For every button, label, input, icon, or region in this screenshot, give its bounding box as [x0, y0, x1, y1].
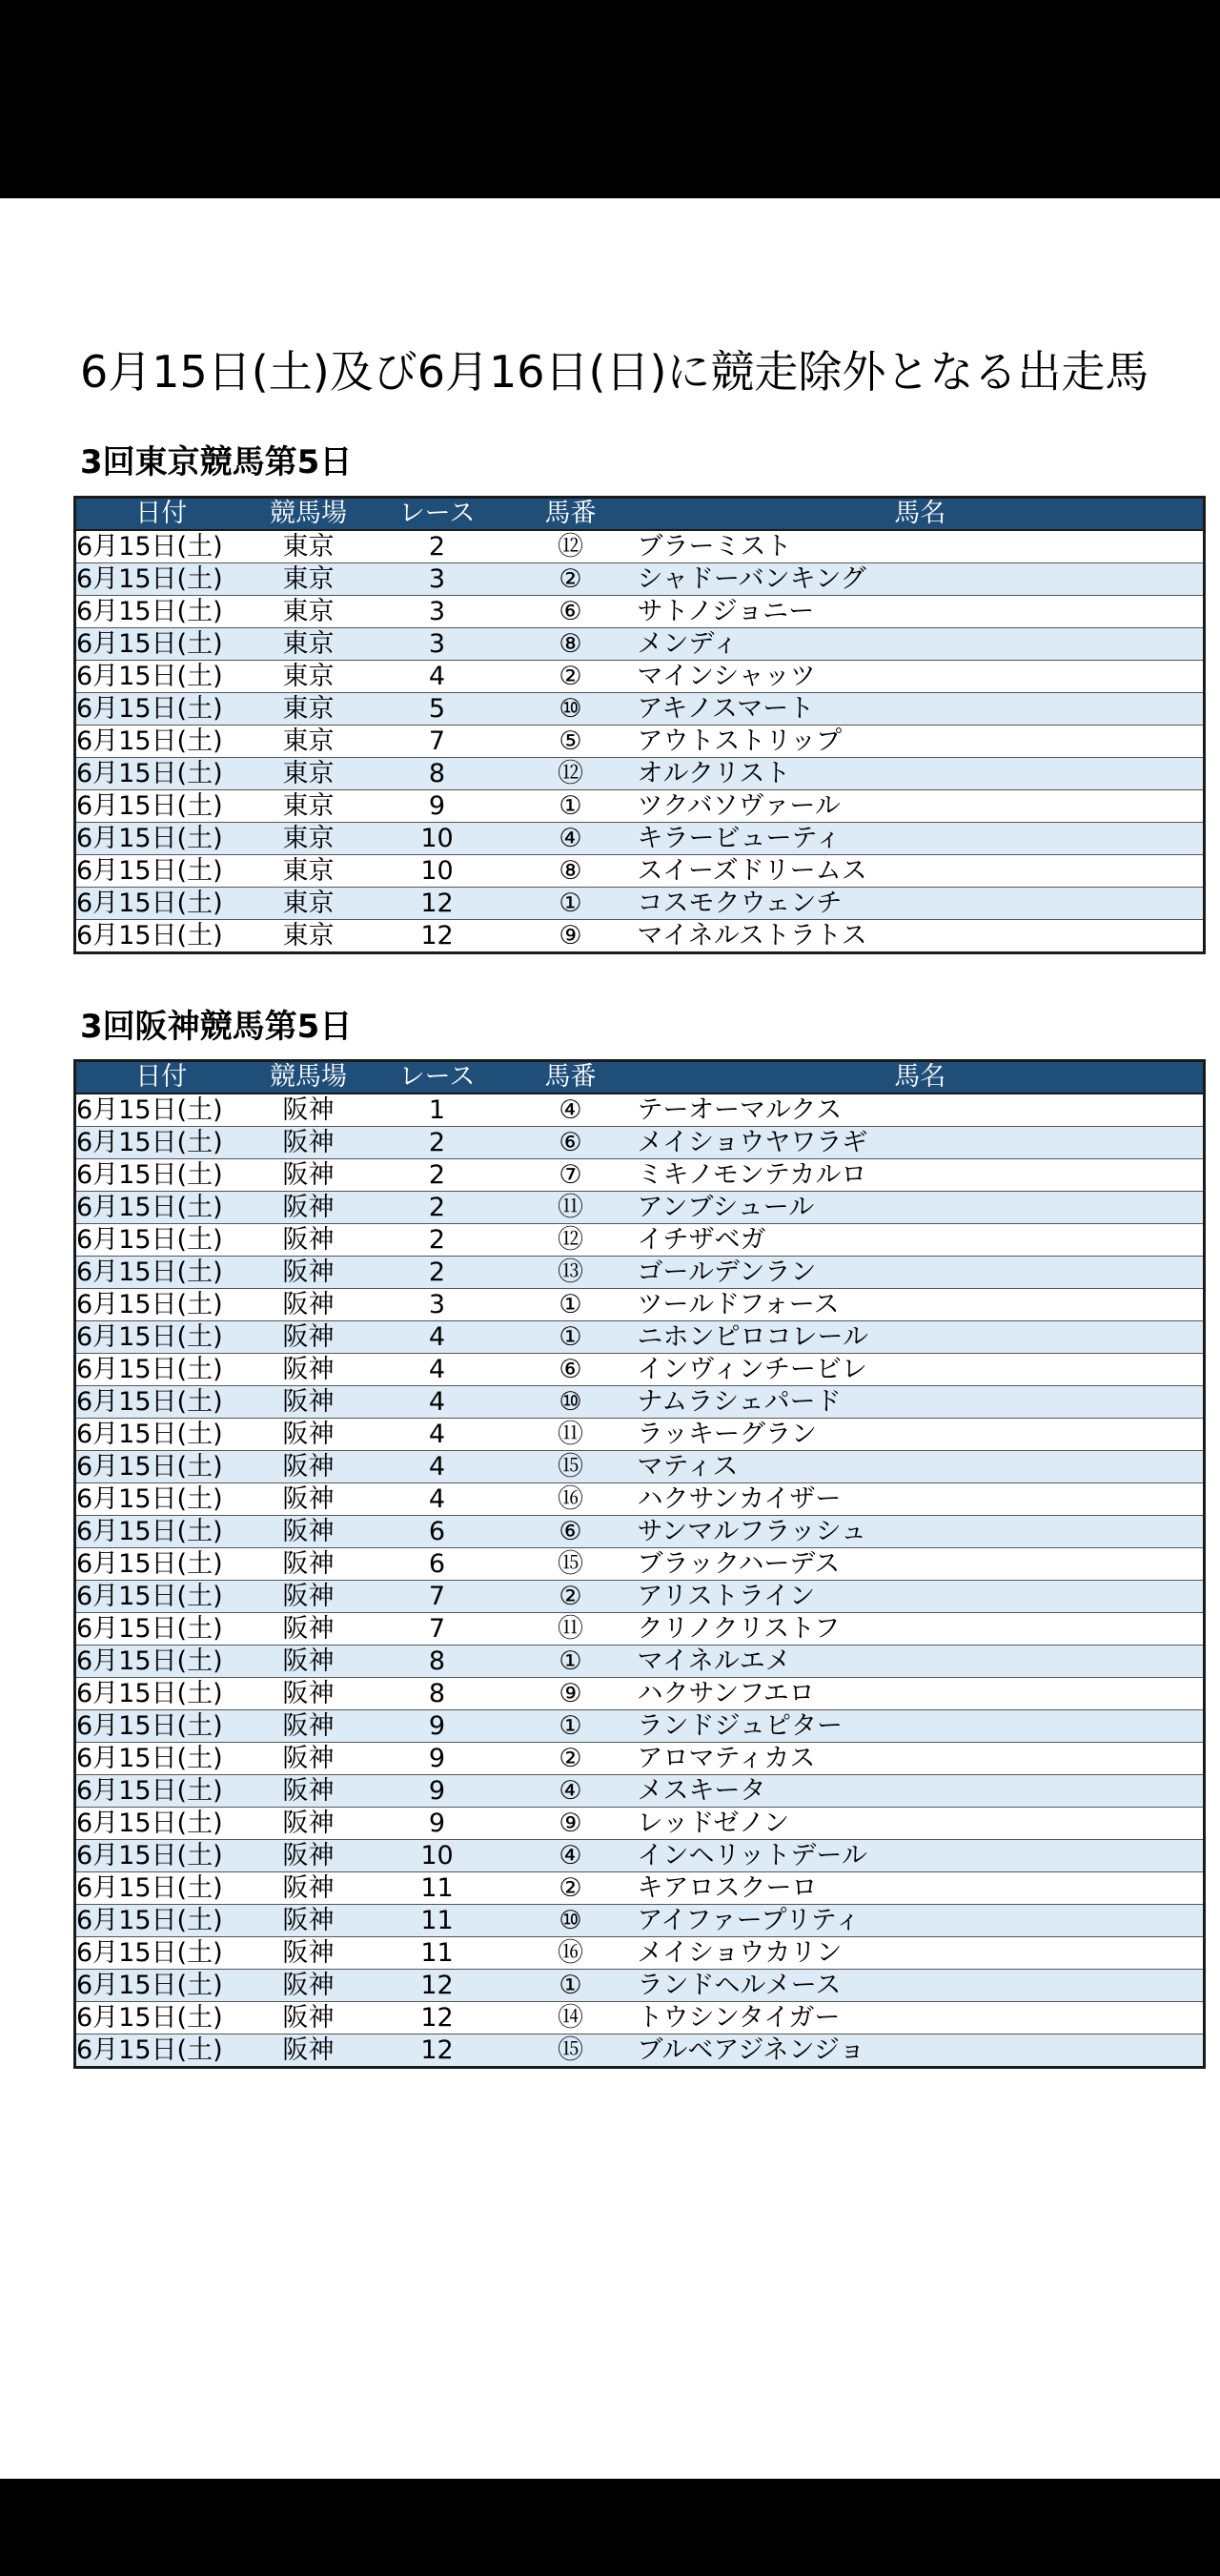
cell-race: 11 — [371, 1905, 504, 1937]
cell-race: 9 — [371, 1775, 504, 1808]
cell-date: 6月15日(土) — [75, 1548, 247, 1581]
table-row — [75, 855, 1205, 888]
cell-horse-number: ① — [504, 888, 638, 920]
cell-race: 12 — [371, 920, 504, 953]
table-row — [75, 1613, 1205, 1646]
cell-race: 4 — [371, 661, 504, 693]
cell-horse-number: ⑥ — [504, 1354, 638, 1386]
cell-venue: 阪神 — [247, 1451, 371, 1483]
cell-race: 5 — [371, 693, 504, 726]
table-row — [75, 1419, 1205, 1451]
cell-race: 7 — [371, 1581, 504, 1613]
table-row — [75, 1646, 1205, 1678]
cell-venue: 東京 — [247, 563, 371, 596]
cell-race: 9 — [371, 1743, 504, 1775]
cell-horse-number: ⑤ — [504, 726, 638, 758]
cell-venue: 東京 — [247, 530, 371, 563]
cell-horse-number: ② — [504, 1743, 638, 1775]
cell-horse-number: ⑫ — [504, 758, 638, 790]
cell-venue: 阪神 — [247, 1548, 371, 1581]
cell-horse-number: ⑨ — [504, 920, 638, 953]
cell-date: 6月15日(土) — [75, 1743, 247, 1775]
cell-horse-number: ⑮ — [504, 2034, 638, 2068]
cell-date: 6月15日(土) — [75, 1905, 247, 1937]
cell-venue: 阪神 — [247, 1743, 371, 1775]
table-row — [75, 1127, 1205, 1159]
cell-venue: 東京 — [247, 693, 371, 726]
cell-horse-name: ラッキーグラン — [638, 1419, 1205, 1451]
cell-horse-name: オルクリスト — [638, 758, 1205, 790]
cell-horse-number: ④ — [504, 1840, 638, 1872]
table-row — [75, 2002, 1205, 2034]
scratch-table-tokyo — [73, 496, 1206, 954]
cell-race: 6 — [371, 1516, 504, 1548]
cell-horse-name: インヴィンチービレ — [638, 1354, 1205, 1386]
cell-horse-number: ① — [504, 1710, 638, 1743]
table-row — [75, 1257, 1205, 1289]
cell-race: 8 — [371, 758, 504, 790]
cell-horse-name: ハクサンカイザー — [638, 1483, 1205, 1516]
table-row — [75, 1840, 1205, 1872]
cell-horse-name: マイネルエメ — [638, 1646, 1205, 1678]
cell-date: 6月15日(土) — [75, 661, 247, 693]
cell-horse-number: ⑨ — [504, 1678, 638, 1710]
cell-date: 6月15日(土) — [75, 1354, 247, 1386]
table-row — [75, 1548, 1205, 1581]
header-venue: 競馬場 — [247, 1061, 371, 1094]
table-row — [75, 1775, 1205, 1808]
cell-horse-number: ④ — [504, 823, 638, 855]
table-row — [75, 661, 1205, 693]
cell-venue: 阪神 — [247, 1710, 371, 1743]
header-name: 馬名 — [638, 1061, 1205, 1094]
cell-horse-number: ⑦ — [504, 1159, 638, 1192]
cell-race: 7 — [371, 726, 504, 758]
cell-horse-name: イチザベガ — [638, 1224, 1205, 1257]
cell-race: 12 — [371, 888, 504, 920]
cell-venue: 東京 — [247, 823, 371, 855]
cell-horse-number: ② — [504, 1872, 638, 1905]
cell-horse-number: ⑪ — [504, 1419, 638, 1451]
cell-race: 3 — [371, 628, 504, 661]
cell-venue: 阪神 — [247, 1581, 371, 1613]
cell-date: 6月15日(土) — [75, 758, 247, 790]
cell-horse-name: ミキノモンテカルロ — [638, 1159, 1205, 1192]
cell-race: 9 — [371, 1808, 504, 1840]
cell-horse-name: シャドーバンキング — [638, 563, 1205, 596]
cell-date: 6月15日(土) — [75, 726, 247, 758]
table-row — [75, 1743, 1205, 1775]
cell-horse-name: キアロスクーロ — [638, 1872, 1205, 1905]
cell-race: 12 — [371, 1970, 504, 2002]
cell-horse-name: マイネルストラトス — [638, 920, 1205, 953]
header-race: レース — [371, 1061, 504, 1094]
cell-race: 4 — [371, 1451, 504, 1483]
cell-horse-number: ⑩ — [504, 693, 638, 726]
cell-horse-name: レッドゼノン — [638, 1808, 1205, 1840]
table-row — [75, 888, 1205, 920]
cell-venue: 阪神 — [247, 1192, 371, 1224]
cell-race: 8 — [371, 1678, 504, 1710]
table-row — [75, 1159, 1205, 1192]
cell-horse-name: ゴールデンラン — [638, 1257, 1205, 1289]
cell-venue: 阪神 — [247, 1872, 371, 1905]
table-row — [75, 530, 1205, 563]
cell-venue: 阪神 — [247, 1257, 371, 1289]
table-row — [75, 1483, 1205, 1516]
cell-date: 6月15日(土) — [75, 1159, 247, 1192]
cell-horse-number: ⑫ — [504, 530, 638, 563]
cell-horse-number: ⑮ — [504, 1548, 638, 1581]
cell-horse-name: ブルベアジネンジョ — [638, 2034, 1205, 2068]
cell-venue: 阪神 — [247, 1613, 371, 1646]
cell-horse-name: ツクバソヴァール — [638, 790, 1205, 823]
cell-date: 6月15日(土) — [75, 1646, 247, 1678]
cell-horse-number: ⑥ — [504, 1127, 638, 1159]
cell-horse-number: ⑮ — [504, 1451, 638, 1483]
cell-race: 4 — [371, 1321, 504, 1354]
cell-horse-name: トウシンタイガー — [638, 2002, 1205, 2034]
top-black-bar — [0, 0, 1220, 198]
table-row — [75, 1581, 1205, 1613]
cell-date: 6月15日(土) — [75, 1775, 247, 1808]
cell-horse-number: ① — [504, 1289, 638, 1321]
cell-horse-number: ⑧ — [504, 855, 638, 888]
cell-race: 7 — [371, 1613, 504, 1646]
cell-race: 3 — [371, 563, 504, 596]
cell-horse-number: ② — [504, 661, 638, 693]
cell-race: 9 — [371, 1710, 504, 1743]
table-row — [75, 563, 1205, 596]
cell-horse-number: ⑥ — [504, 596, 638, 628]
cell-horse-number: ① — [504, 790, 638, 823]
cell-venue: 阪神 — [247, 1289, 371, 1321]
table-row — [75, 1289, 1205, 1321]
cell-race: 4 — [371, 1483, 504, 1516]
cell-venue: 東京 — [247, 790, 371, 823]
cell-date: 6月15日(土) — [75, 1483, 247, 1516]
cell-date: 6月15日(土) — [75, 530, 247, 563]
cell-horse-name: ランドヘルメース — [638, 1970, 1205, 2002]
cell-horse-name: メイショウヤワラギ — [638, 1127, 1205, 1159]
cell-race: 2 — [371, 1224, 504, 1257]
cell-venue: 阪神 — [247, 1386, 371, 1419]
cell-horse-name: ランドジュピター — [638, 1710, 1205, 1743]
cell-horse-number: ① — [504, 1646, 638, 1678]
cell-venue: 阪神 — [247, 1159, 371, 1192]
cell-venue: 阪神 — [247, 1678, 371, 1710]
cell-horse-number: ② — [504, 1581, 638, 1613]
cell-horse-number: ⑫ — [504, 1224, 638, 1257]
cell-horse-number: ⑧ — [504, 628, 638, 661]
cell-date: 6月15日(土) — [75, 1613, 247, 1646]
cell-horse-number: ① — [504, 1970, 638, 2002]
header-date: 日付 — [75, 498, 247, 531]
cell-date: 6月15日(土) — [75, 596, 247, 628]
cell-venue: 阪神 — [247, 1516, 371, 1548]
cell-venue: 阪神 — [247, 1321, 371, 1354]
cell-horse-number: ⑪ — [504, 1192, 638, 1224]
cell-horse-number: ⑨ — [504, 1808, 638, 1840]
cell-venue: 東京 — [247, 758, 371, 790]
cell-date: 6月15日(土) — [75, 1289, 247, 1321]
cell-race: 10 — [371, 855, 504, 888]
table-row — [75, 1905, 1205, 1937]
cell-horse-number: ⑥ — [504, 1516, 638, 1548]
cell-horse-name: アンブシュール — [638, 1192, 1205, 1224]
cell-horse-number: ④ — [504, 1094, 638, 1127]
cell-horse-name: ブラーミスト — [638, 530, 1205, 563]
cell-venue: 阪神 — [247, 2034, 371, 2068]
cell-date: 6月15日(土) — [75, 888, 247, 920]
cell-race: 4 — [371, 1419, 504, 1451]
cell-horse-name: ニホンピロコレール — [638, 1321, 1205, 1354]
cell-date: 6月15日(土) — [75, 1970, 247, 2002]
cell-horse-number: ④ — [504, 1775, 638, 1808]
cell-horse-number: ② — [504, 563, 638, 596]
table-row — [75, 628, 1205, 661]
cell-horse-name: アリストライン — [638, 1581, 1205, 1613]
cell-date: 6月15日(土) — [75, 920, 247, 953]
table-row — [75, 790, 1205, 823]
cell-date: 6月15日(土) — [75, 2002, 247, 2034]
cell-horse-name: ツールドフォース — [638, 1289, 1205, 1321]
table-row — [75, 920, 1205, 953]
cell-venue: 阪神 — [247, 2002, 371, 2034]
cell-horse-name: キラービューティ — [638, 823, 1205, 855]
cell-race: 10 — [371, 1840, 504, 1872]
cell-venue: 阪神 — [247, 1419, 371, 1451]
header-number: 馬番 — [504, 498, 638, 531]
cell-date: 6月15日(土) — [75, 1419, 247, 1451]
cell-horse-number: ⑯ — [504, 1937, 638, 1970]
cell-date: 6月15日(土) — [75, 1451, 247, 1483]
table-row — [75, 823, 1205, 855]
cell-date: 6月15日(土) — [75, 693, 247, 726]
cell-date: 6月15日(土) — [75, 855, 247, 888]
cell-venue: 東京 — [247, 628, 371, 661]
table-row — [75, 1808, 1205, 1840]
cell-horse-number: ⑯ — [504, 1483, 638, 1516]
cell-horse-name: アイファープリティ — [638, 1905, 1205, 1937]
table-row — [75, 596, 1205, 628]
cell-date: 6月15日(土) — [75, 1224, 247, 1257]
cell-venue: 東京 — [247, 596, 371, 628]
cell-venue: 阪神 — [247, 1840, 371, 1872]
cell-horse-name: サトノジョニー — [638, 596, 1205, 628]
table-row — [75, 2034, 1205, 2068]
cell-date: 6月15日(土) — [75, 1127, 247, 1159]
cell-race: 6 — [371, 1548, 504, 1581]
cell-horse-name: アウトストリップ — [638, 726, 1205, 758]
cell-horse-name: メイショウカリン — [638, 1937, 1205, 1970]
cell-horse-number: ⑩ — [504, 1905, 638, 1937]
cell-horse-name: クリノクリストフ — [638, 1613, 1205, 1646]
cell-horse-name: スイーズドリームス — [638, 855, 1205, 888]
cell-date: 6月15日(土) — [75, 628, 247, 661]
cell-horse-name: マインシャッツ — [638, 661, 1205, 693]
cell-race: 2 — [371, 1257, 504, 1289]
header-race: レース — [371, 498, 504, 531]
table-row — [75, 1872, 1205, 1905]
header-number: 馬番 — [504, 1061, 638, 1094]
cell-race: 8 — [371, 1646, 504, 1678]
cell-date: 6月15日(土) — [75, 823, 247, 855]
cell-race: 1 — [371, 1094, 504, 1127]
cell-venue: 東京 — [247, 726, 371, 758]
cell-race: 4 — [371, 1354, 504, 1386]
bottom-black-bar — [0, 2479, 1220, 2576]
cell-race: 11 — [371, 1872, 504, 1905]
cell-date: 6月15日(土) — [75, 1094, 247, 1127]
cell-venue: 阪神 — [247, 1483, 371, 1516]
cell-venue: 東京 — [247, 855, 371, 888]
cell-venue: 阪神 — [247, 1224, 371, 1257]
cell-race: 12 — [371, 2002, 504, 2034]
cell-date: 6月15日(土) — [75, 1872, 247, 1905]
cell-date: 6月15日(土) — [75, 1840, 247, 1872]
cell-venue: 阪神 — [247, 1905, 371, 1937]
table-row — [75, 1192, 1205, 1224]
table-row — [75, 1386, 1205, 1419]
table-row — [75, 758, 1205, 790]
cell-horse-name: ナムラシェパード — [638, 1386, 1205, 1419]
cell-horse-name: メスキータ — [638, 1775, 1205, 1808]
cell-date: 6月15日(土) — [75, 790, 247, 823]
cell-horse-name: メンディ — [638, 628, 1205, 661]
cell-race: 4 — [371, 1386, 504, 1419]
cell-venue: 阪神 — [247, 1970, 371, 2002]
header-name: 馬名 — [638, 498, 1205, 531]
cell-venue: 阪神 — [247, 1354, 371, 1386]
table-row — [75, 1451, 1205, 1483]
cell-date: 6月15日(土) — [75, 1257, 247, 1289]
cell-date: 6月15日(土) — [75, 1678, 247, 1710]
cell-horse-number: ⑬ — [504, 1257, 638, 1289]
cell-horse-name: テーオーマルクス — [638, 1094, 1205, 1127]
table-row — [75, 1937, 1205, 1970]
table-header-row — [75, 498, 1205, 531]
cell-venue: 阪神 — [247, 1937, 371, 1970]
cell-horse-name: マティス — [638, 1451, 1205, 1483]
cell-race: 9 — [371, 790, 504, 823]
cell-race: 2 — [371, 1192, 504, 1224]
cell-venue: 阪神 — [247, 1646, 371, 1678]
cell-horse-name: ハクサンフエロ — [638, 1678, 1205, 1710]
cell-race: 2 — [371, 1127, 504, 1159]
cell-date: 6月15日(土) — [75, 1937, 247, 1970]
cell-horse-name: ブラックハーデス — [638, 1548, 1205, 1581]
cell-horse-name: コスモクウェンチ — [638, 888, 1205, 920]
section-title-tokyo: 3回東京競馬第5日 — [80, 443, 353, 481]
cell-date: 6月15日(土) — [75, 2034, 247, 2068]
cell-race: 2 — [371, 1159, 504, 1192]
cell-horse-name: アロマティカス — [638, 1743, 1205, 1775]
cell-date: 6月15日(土) — [75, 563, 247, 596]
cell-date: 6月15日(土) — [75, 1386, 247, 1419]
scratch-table-hanshin — [73, 1059, 1206, 2069]
table-row — [75, 1678, 1205, 1710]
page-title: 6月15日(土)及び6月16日(日)に競走除外となる出走馬 — [80, 346, 1149, 398]
table-row — [75, 1224, 1205, 1257]
cell-date: 6月15日(土) — [75, 1321, 247, 1354]
table-row — [75, 1321, 1205, 1354]
cell-date: 6月15日(土) — [75, 1516, 247, 1548]
table-row — [75, 726, 1205, 758]
header-date: 日付 — [75, 1061, 247, 1094]
table-row — [75, 1354, 1205, 1386]
cell-race: 10 — [371, 823, 504, 855]
cell-venue: 阪神 — [247, 1808, 371, 1840]
section-title-hanshin: 3回阪神競馬第5日 — [80, 1008, 353, 1046]
cell-venue: 東京 — [247, 920, 371, 953]
cell-horse-number: ⑩ — [504, 1386, 638, 1419]
cell-horse-name: インヘリットデール — [638, 1840, 1205, 1872]
cell-date: 6月15日(土) — [75, 1710, 247, 1743]
cell-venue: 阪神 — [247, 1127, 371, 1159]
cell-horse-number: ⑪ — [504, 1613, 638, 1646]
cell-horse-number: ① — [504, 1321, 638, 1354]
table-row — [75, 1094, 1205, 1127]
cell-horse-name: サンマルフラッシュ — [638, 1516, 1205, 1548]
cell-race: 11 — [371, 1937, 504, 1970]
header-venue: 競馬場 — [247, 498, 371, 531]
table-row — [75, 1970, 1205, 2002]
table-row — [75, 693, 1205, 726]
cell-race: 2 — [371, 530, 504, 563]
cell-horse-number: ⑭ — [504, 2002, 638, 2034]
cell-race: 3 — [371, 596, 504, 628]
cell-date: 6月15日(土) — [75, 1808, 247, 1840]
cell-venue: 阪神 — [247, 1094, 371, 1127]
cell-horse-name: アキノスマート — [638, 693, 1205, 726]
table-row — [75, 1710, 1205, 1743]
table-row — [75, 1516, 1205, 1548]
cell-venue: 東京 — [247, 888, 371, 920]
table-header-row — [75, 1061, 1205, 1094]
cell-race: 3 — [371, 1289, 504, 1321]
cell-date: 6月15日(土) — [75, 1581, 247, 1613]
cell-date: 6月15日(土) — [75, 1192, 247, 1224]
cell-venue: 阪神 — [247, 1775, 371, 1808]
cell-race: 12 — [371, 2034, 504, 2068]
cell-venue: 東京 — [247, 661, 371, 693]
